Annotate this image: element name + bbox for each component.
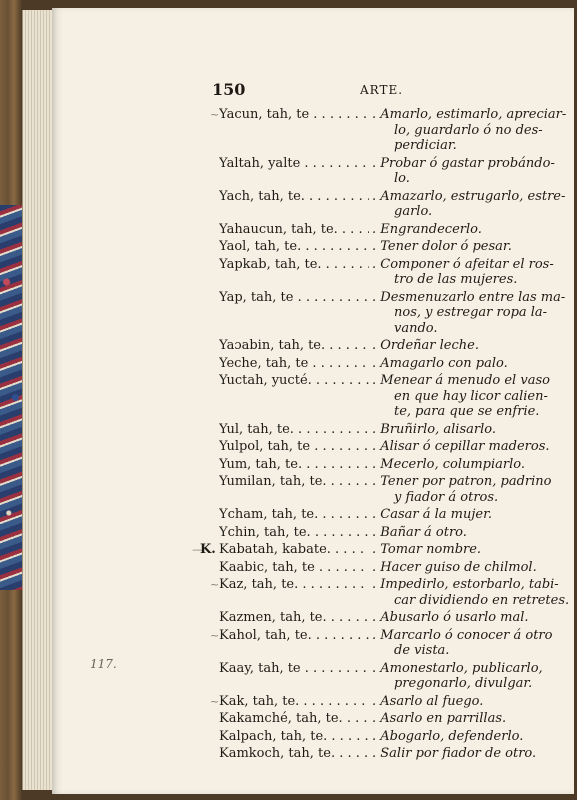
definition-line: . Salir por fiador de otro.	[372, 746, 537, 761]
definition-line: y fiador á otros.	[394, 489, 499, 505]
dictionary-entry	[52, 729, 574, 745]
entry-term: Kazmen, tah, te. . . .	[219, 610, 369, 626]
definition-line: te, para que se enfrie.	[394, 404, 540, 419]
entry-term: Ychin, tah, te. . . .	[219, 525, 369, 541]
definition-line: . Menear á menudo el vaso	[372, 373, 550, 388]
definition-line: . Probar ó gastar probándo-	[372, 155, 555, 171]
entry-definition	[372, 422, 577, 438]
entry-term: Yapkab, tah, te. . . .	[219, 257, 369, 273]
dictionary-entry	[52, 338, 574, 354]
entry-term: Yaol, tah, te. . . .	[219, 239, 369, 255]
definition-line: . Engrandecerlo.	[372, 221, 482, 237]
definition-line: . Tener dolor ó pesar.	[372, 239, 512, 254]
entry-definition	[372, 628, 577, 659]
entry-definition	[372, 373, 577, 420]
dictionary-entry	[52, 222, 574, 238]
pencil-mark: ~	[210, 628, 220, 642]
definition-line: garlo.	[394, 204, 433, 219]
entry-definition	[372, 661, 577, 692]
dictionary-entry	[52, 628, 574, 659]
dictionary-entry	[52, 507, 574, 523]
entry-term: Yaɔabin, tah, te. . . .	[219, 338, 369, 354]
entry-term: Yap, tah, te . . .	[219, 290, 369, 306]
dictionary-entry	[52, 577, 574, 608]
dictionary-entry	[52, 694, 574, 710]
entry-definition	[372, 290, 577, 337]
definition-line: . Impedirlo, estorbarlo, tabi-	[372, 577, 559, 592]
entry-definition	[372, 338, 577, 354]
definition-line: . Tener por patron, padrino	[372, 474, 552, 489]
entry-term: Yahaucun, tah, te. . . .	[219, 222, 369, 238]
entry-term: Kahol, tah, te. . . .	[219, 628, 369, 644]
entry-definition	[372, 729, 577, 745]
page-edges	[22, 10, 53, 790]
dictionary-entry	[52, 457, 574, 473]
entry-definition	[372, 257, 577, 288]
definition-line: . Alisar ó cepillar maderos.	[372, 439, 550, 454]
definition-line: . Amarlo, estimarlo, apreciar-	[372, 107, 567, 122]
definition-line: pregonarlo, divulgar.	[394, 676, 533, 691]
entry-definition	[372, 577, 577, 608]
entry-definition	[372, 222, 577, 238]
pencil-mark: ~	[210, 108, 220, 121]
entry-term: Yaltah, yalte . . .	[219, 156, 369, 172]
entry-definition	[372, 746, 577, 762]
entry-definition	[372, 457, 577, 473]
pencil-mark: ~	[210, 694, 220, 708]
entry-definition	[372, 474, 577, 505]
dictionary-entry	[52, 661, 574, 692]
definition-line: . Tomar nombre.	[372, 542, 482, 557]
dictionary-entry	[52, 474, 574, 505]
definition-line: vando.	[394, 320, 438, 336]
definition-line: . Amagarlo con palo.	[372, 355, 508, 371]
pencil-mark: —	[192, 543, 203, 556]
entry-definition	[372, 560, 577, 576]
definition-line: lo, guardarlo ó no des-	[394, 122, 543, 138]
entry-term: Kaz, tah, te. . . .	[219, 577, 369, 593]
definition-line: . Bruñirlo, alisarlo.	[372, 421, 496, 437]
entry-definition	[372, 356, 577, 372]
entry-term: Yul, tah, te. . . .	[219, 422, 369, 438]
dictionary-entry	[52, 373, 574, 420]
entry-term: Kak, tah, te. . . .	[219, 694, 369, 710]
handwritten-margin-note: 117.	[90, 657, 117, 671]
pencil-mark: ~	[210, 578, 220, 591]
dictionary-entry	[52, 542, 574, 558]
definition-line: . Asarlo al fuego.	[372, 693, 484, 709]
dictionary-entries	[52, 107, 574, 762]
section-letter: K.	[200, 542, 216, 557]
entry-term: Yach, tah, te. . . .	[219, 189, 369, 205]
definition-line: . Desmenuzarlo entre las ma-	[372, 289, 566, 305]
definition-line: nos, y estregar ropa la-	[394, 305, 548, 320]
definition-line: . Abusarlo ó usarlo mal.	[372, 610, 529, 625]
definition-line: . Mecerlo, columpiarlo.	[372, 456, 526, 472]
entry-definition	[372, 610, 577, 626]
dictionary-entry	[52, 525, 574, 541]
entry-term: Kamkoch, tah, te. . . .	[219, 746, 369, 762]
definition-line: . Asarlo en parrillas.	[372, 711, 507, 726]
page-number: 150	[212, 80, 246, 99]
dictionary-entry	[52, 422, 574, 438]
dictionary-entry	[52, 746, 574, 762]
definition-line: tro de las mujeres.	[394, 272, 518, 287]
entry-term: Kakamché, tah, te. . . .	[219, 711, 369, 727]
dictionary-entry	[52, 439, 574, 455]
page-header	[52, 80, 574, 100]
entry-definition	[372, 156, 577, 187]
entry-term: Kalpach, tah, te. . . .	[219, 729, 369, 745]
entry-definition	[372, 507, 577, 523]
entry-term: Yuctah, yucté. . . .	[219, 373, 369, 389]
definition-line: de vista.	[394, 643, 450, 658]
dictionary-entry	[52, 189, 574, 220]
entry-term: Kabatah, kabate. . . .	[219, 542, 369, 558]
running-title: ARTE.	[360, 83, 404, 97]
definition-line: . Casar á la mujer.	[372, 507, 492, 522]
entry-term: Ycham, tah, te. . . .	[219, 507, 369, 523]
definition-line: perdiciar.	[394, 138, 457, 153]
definition-line: . Componer ó afeitar el ros-	[372, 256, 554, 272]
definition-line: . Marcarlo ó conocer á otro	[372, 627, 553, 643]
dictionary-entry	[52, 156, 574, 187]
definition-line: car dividiendo en retretes.	[394, 592, 570, 608]
entry-definition	[372, 525, 577, 541]
dictionary-entry	[52, 290, 574, 337]
entry-term: Kaay, tah, te . . .	[219, 661, 369, 677]
entry-definition	[372, 711, 577, 727]
dictionary-entry	[52, 107, 574, 154]
entry-term: Yacun, tah, te . . .	[219, 107, 369, 123]
entry-term: Yeche, tah, te . . .	[219, 356, 369, 372]
definition-line: en que hay licor calien-	[394, 388, 548, 404]
definition-line: lo.	[394, 171, 410, 186]
marbled-cover-edge	[0, 205, 23, 590]
entry-term: Kaabic, tah, te . . .	[219, 560, 369, 576]
definition-line: . Abogarlo, defenderlo.	[372, 728, 524, 744]
dictionary-entry	[52, 711, 574, 727]
definition-line: . Bañar á otro.	[372, 524, 467, 540]
dictionary-entry	[52, 239, 574, 255]
entry-term: Yum, tah, te. . . .	[219, 457, 369, 473]
dictionary-entry	[52, 610, 574, 626]
definition-line: . Hacer guiso de chilmol.	[372, 559, 537, 575]
entry-definition	[372, 439, 577, 455]
entry-definition	[372, 107, 577, 154]
entry-term: Yulpol, tah, te . . .	[219, 439, 369, 455]
entry-definition	[372, 189, 577, 220]
definition-line: . Amonestarlo, publicarlo,	[372, 660, 543, 676]
entry-definition	[372, 694, 577, 710]
definition-line: . Amazarlo, estrugarlo, estre-	[372, 188, 566, 204]
entry-term: Yumilan, tah, te. . . .	[219, 474, 369, 490]
dictionary-entry	[52, 356, 574, 372]
dictionary-entry	[52, 560, 574, 576]
definition-line: . Ordeñar leche.	[372, 338, 479, 353]
entry-definition	[372, 239, 577, 255]
dictionary-entry	[52, 257, 574, 288]
book-page	[52, 8, 574, 794]
entry-definition	[372, 542, 577, 558]
